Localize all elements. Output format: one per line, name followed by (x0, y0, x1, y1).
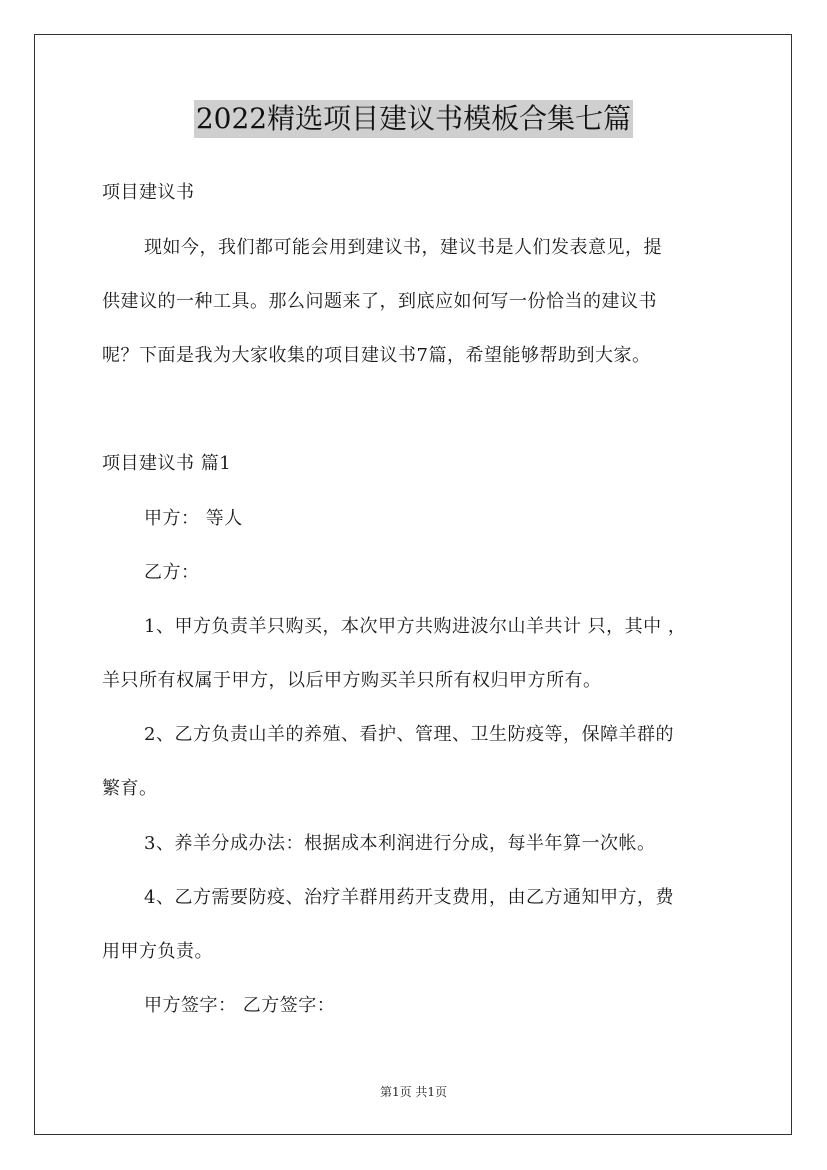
page-footer: 第1页 共1页 (379, 1085, 448, 1099)
title-container (0, 100, 827, 138)
intro-line-1: 现如今，我们都可能会用到建议书，建议书是人们发表意见，提 (144, 237, 662, 258)
intro-line-2: 供建议的一种工具。那么问题来了，到底应如何写一份恰当的建议书 (102, 291, 657, 312)
item-4-line-1: 4、乙方需要防疫、治疗羊群用药开支费用，由乙方通知甲方，费 (144, 887, 674, 908)
item-2-line-2: 繁育。 (102, 778, 158, 799)
party-b-line: 乙方： (144, 562, 200, 583)
signature-line: 甲方签字： 乙方签字： (144, 995, 336, 1016)
item-1-line-2: 羊只所有权属于甲方，以后甲方购买羊只所有权归甲方所有。 (102, 670, 602, 691)
item-4-line-2: 用甲方负责。 (102, 941, 213, 962)
item-1-line-1: 1、甲方负责羊只购买，本次甲方共购进波尔山羊共计 只，其中 ， (144, 616, 687, 637)
intro-line-3: 呢？下面是我为大家收集的项目建议书7篇，希望能够帮助到大家。 (102, 345, 651, 366)
section-heading: 项目建议书 (102, 182, 195, 203)
document-title: 2022精选项目建议书模板合集七篇 (194, 100, 633, 138)
item-3-line: 3、养羊分成办法：根据成本利润进行分成，每半年算一次帐。 (144, 833, 656, 854)
party-a-line: 甲方： 等人 (144, 508, 243, 529)
item-2-line-1: 2、乙方负责山羊的养殖、看护、管理、卫生防疫等，保障羊群的 (144, 724, 674, 745)
article-heading: 项目建议书 篇1 (102, 453, 232, 474)
